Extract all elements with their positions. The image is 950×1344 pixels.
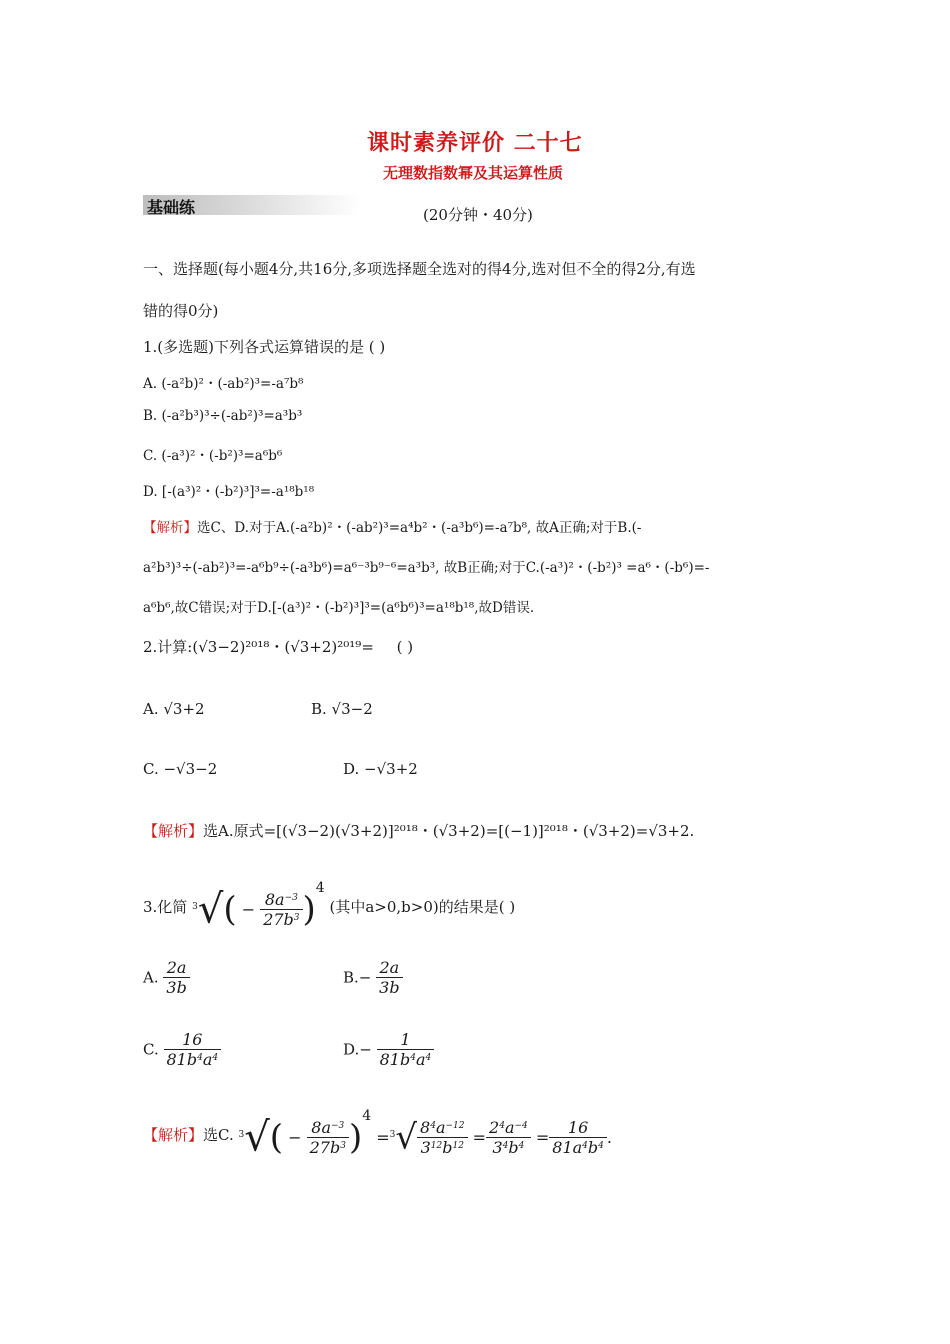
q1-analysis-tag: 【解析】: [143, 520, 197, 536]
banner-label: 基础练: [147, 198, 196, 217]
q2-stem: [143, 636, 413, 657]
q2-option-a: A. √3+2: [143, 700, 205, 718]
q1-explanation-line2: a²b³)³÷(-ab²)³=-a⁶b⁹÷(-a³b⁶)=a⁶⁻³b⁹⁻⁶=a³b³, 故B正确;对于C.(-a³)²・(-b²)³ =a⁶・(-b⁶)=-: [143, 560, 710, 576]
q2-analysis-tag: 【解析】: [143, 822, 204, 840]
q1-stem: 1.(多选题)下列各式运算错误的是 ( ): [143, 338, 386, 356]
section-heading-line1: 一、选择题(每小题4分,共16分,多项选择题全选对的得4分,选对但不全的得2分,有选: [143, 260, 696, 278]
q3-option-b: [343, 958, 403, 997]
q3-option-a-fraction: $\frac{2a}{3b}$: [163, 958, 189, 997]
q3-exp-prefix: 选C.: [203, 1125, 234, 1144]
q3-fraction: $\frac{8a^{-3}}{27b^3}$: [260, 890, 302, 929]
cube-index: 3: [192, 902, 198, 912]
q2-stem-prefix: 2.计算:: [143, 638, 193, 656]
q3-option-c: [143, 1030, 221, 1069]
q3-radical-expression: $^3$√( − $\frac{8a^{-3}}{27b^3}$ )$^4$: [192, 880, 325, 933]
q3-option-b-fraction: $\frac{2a}{3b}$: [376, 958, 402, 997]
q3-stem-suffix: (其中a>0,b>0)的结果是( ): [329, 897, 516, 916]
q2-stem-suffix: ( ): [396, 638, 414, 656]
section-heading-line2: 错的得0分): [143, 302, 219, 320]
time-score: (20分钟・40分): [423, 206, 533, 224]
q1-explanation-line1: [143, 516, 641, 536]
q3-explanation: [143, 1108, 612, 1161]
q3-stem-prefix: 3.化简: [143, 897, 188, 916]
q1-option-d: D. [-(a³)²・(-b²)³]³=-a¹⁸b¹⁸: [143, 484, 315, 500]
q3-analysis-tag: 【解析】: [143, 1125, 204, 1144]
q3-option-a: [143, 958, 190, 997]
q3-option-b-label: B.−: [343, 968, 372, 987]
page-title: 课时素养评价 二十七: [367, 130, 583, 156]
q3-option-d-fraction: $\frac{1}{81b^4a^4}$: [377, 1030, 435, 1069]
q3-option-a-label: A.: [143, 968, 159, 987]
q2-option-c: C. −√3−2: [143, 760, 218, 778]
q1-option-c: C. (-a³)²・(-b²)³=a⁶b⁶: [143, 448, 283, 464]
q1-exp1: 选C、D.对于A.(-a²b)²・(-ab²)³=a⁴b²・(-a³b⁶)=-a⁷b⁸, 故A正确;对于B.(-: [197, 520, 642, 536]
section-banner: [143, 195, 361, 215]
q3-option-c-label: C.: [143, 1040, 159, 1059]
q1-explanation-line3: a⁶b⁶,故C错误;对于D.[-(a³)²・(-b²)³]³=(a⁶b⁶)³=a¹⁸b¹⁸,故D错误.: [143, 600, 535, 616]
q1-option-b: B. (-a²b³)³÷(-ab²)³=a³b³: [143, 408, 303, 424]
q3-stem: [143, 880, 515, 933]
q3-option-c-fraction: $\frac{16}{81b^4a^4}$: [164, 1030, 222, 1069]
q2-explanation: [143, 820, 694, 841]
page-subtitle: 无理数指数幂及其运算性质: [383, 164, 564, 182]
q3-option-d: [343, 1030, 434, 1069]
q2-option-b: B. √3−2: [311, 700, 373, 718]
q3-option-d-label: D.−: [343, 1040, 372, 1059]
q2-stem-expr: (√3−2)²⁰¹⁸・(√3+2)²⁰¹⁹=: [192, 638, 374, 656]
q2-option-d: D. −√3+2: [343, 760, 418, 778]
q2-exp: 选A.原式=[(√3−2)(√3+2)]²⁰¹⁸・(√3+2)=[(−1)]²⁰¹⁸・(√3+2)=√3+2.: [203, 822, 695, 840]
q1-option-a: A. (-a²b)²・(-ab²)³=-a⁷b⁸: [143, 376, 304, 392]
q3-explanation-math: $^3$√( − $\frac{8a^{-3}}{27b^3}$ )$^4$ =$^3$√ $\frac{8^4a^{-12}}{3^{12}b^{12}}$ = $\frac{2^4a^{-4}}{3^4b^4}$ = $\frac{16}{81a^4b^4}$ .: [238, 1108, 612, 1161]
